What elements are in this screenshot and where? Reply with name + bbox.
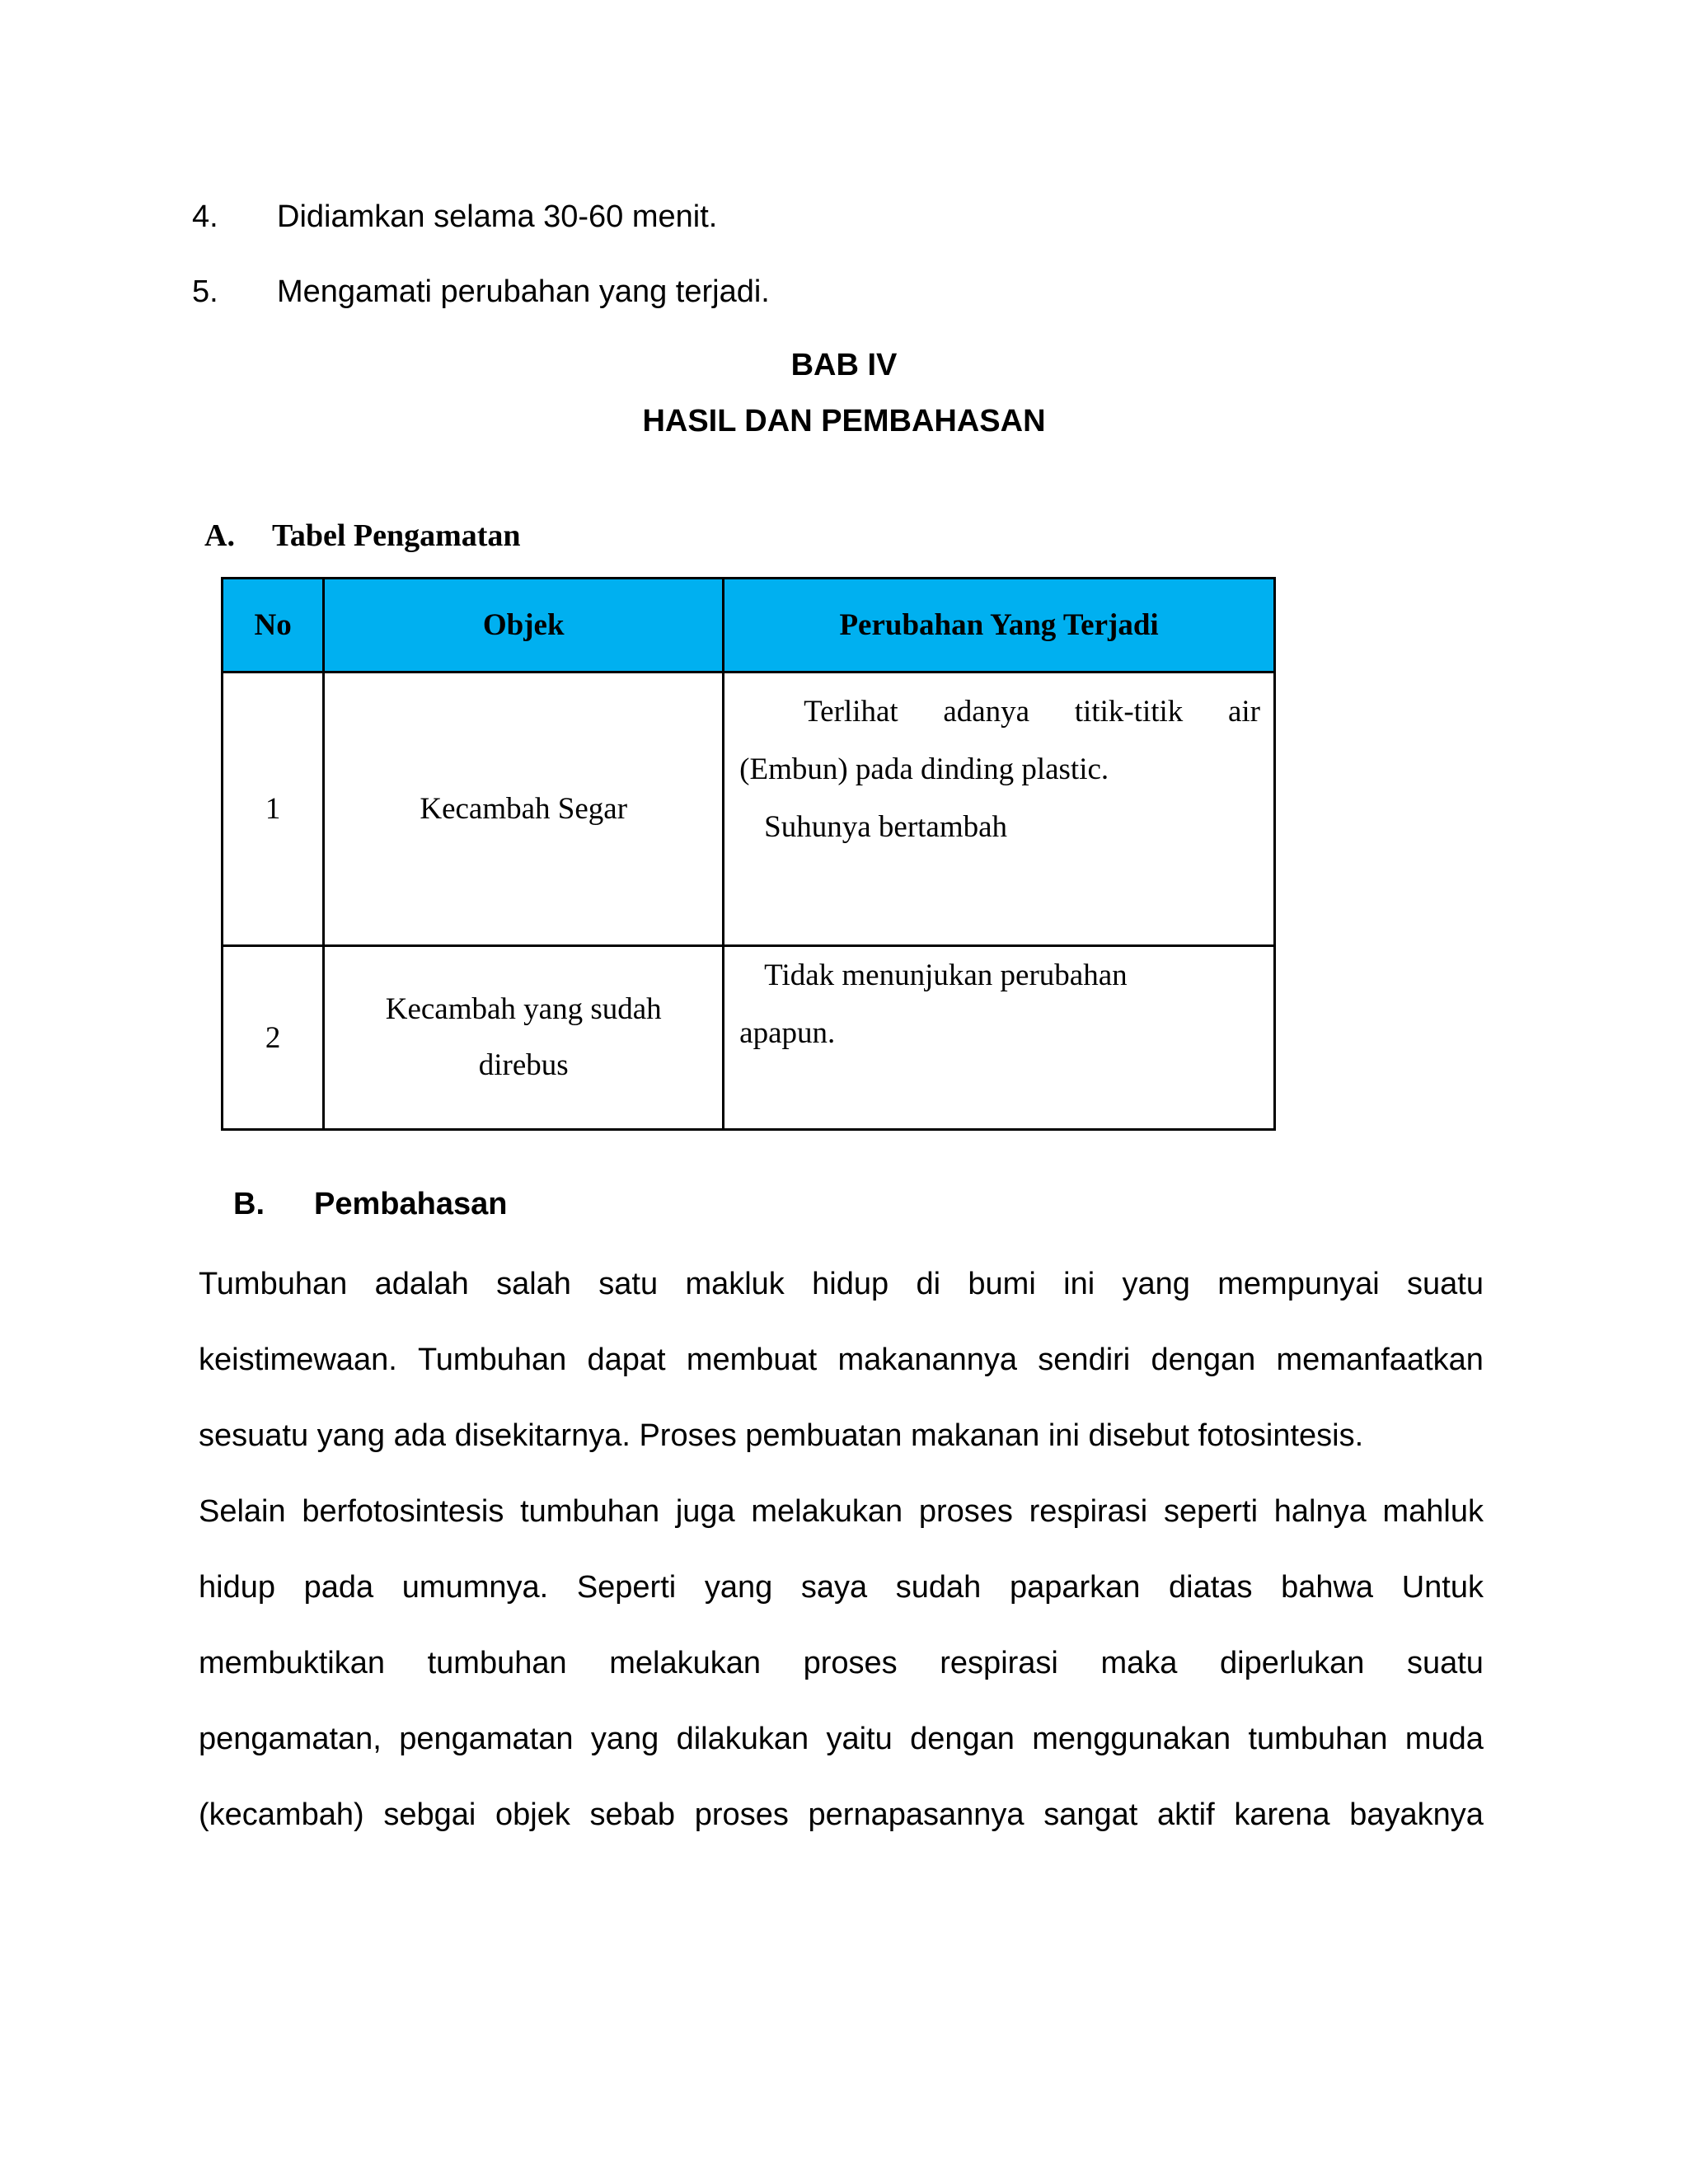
- word: bahwa: [1281, 1570, 1374, 1605]
- step-text: Mengamati perubahan yang terjadi.: [277, 274, 770, 309]
- word: Selain: [199, 1494, 286, 1529]
- word: dengan: [1151, 1343, 1256, 1377]
- word: diatas: [1169, 1570, 1253, 1605]
- word: pengamatan,: [199, 1722, 382, 1756]
- paragraph-line: [199, 1716, 1484, 1792]
- paragraph-line: sesuatu yang ada disekitarnya. Proses pembuatan makanan ini disebut fotosintesis.: [199, 1418, 1364, 1453]
- word: adanya: [943, 695, 1030, 729]
- word: (kecambah): [199, 1797, 364, 1832]
- word: proses: [918, 1494, 1013, 1529]
- header-perubahan: Perubahan Yang Terjadi: [724, 579, 1275, 673]
- word: seperti: [1163, 1494, 1259, 1529]
- word: titik-titik: [1074, 695, 1184, 729]
- section-letter: B.: [233, 1187, 265, 1221]
- word: paparkan: [1009, 1570, 1141, 1605]
- change-line: (Embun) pada dinding plastic.: [739, 752, 1109, 786]
- word: yaitu: [826, 1722, 893, 1756]
- word: melakukan: [751, 1494, 903, 1529]
- word: objek: [495, 1797, 570, 1832]
- word: sangat: [1043, 1797, 1138, 1832]
- word: adalah: [374, 1267, 469, 1301]
- word: dilakukan: [676, 1722, 809, 1756]
- change-line: Suhunya bertambah: [764, 810, 1008, 844]
- section-b-heading: [233, 1187, 507, 1222]
- chapter-title: HASIL DAN PEMBAHASAN: [642, 404, 1046, 438]
- word: Terlihat: [804, 695, 898, 729]
- header-no: No: [223, 579, 324, 673]
- section-a-heading: [204, 518, 521, 554]
- word: bayaknya: [1349, 1797, 1484, 1832]
- word: tumbuhan: [427, 1646, 567, 1680]
- step-text: Didiamkan selama 30-60 menit.: [277, 199, 718, 234]
- cell-objek: [324, 946, 724, 1130]
- change-line: [739, 683, 1260, 741]
- paragraph-line: [199, 1792, 1484, 1868]
- step-number: 4.: [192, 199, 218, 234]
- word: hidup: [812, 1267, 889, 1301]
- word: pernapasannya: [808, 1797, 1025, 1832]
- word: di: [916, 1267, 941, 1301]
- word: dapat: [587, 1343, 666, 1377]
- word: sudah: [895, 1570, 982, 1605]
- word: pengamatan: [399, 1722, 574, 1756]
- word: satu: [598, 1267, 659, 1301]
- chapter-label: BAB IV: [790, 348, 898, 382]
- word: respirasi: [1029, 1494, 1148, 1529]
- section-title: Pembahasan: [314, 1187, 508, 1221]
- word: karena: [1234, 1797, 1330, 1832]
- step-number: 5.: [192, 274, 218, 309]
- word: memanfaatkan: [1276, 1343, 1484, 1377]
- word: yang: [590, 1722, 659, 1756]
- table-row: [223, 946, 1275, 1130]
- word: maka: [1100, 1646, 1178, 1680]
- word: sebgai: [383, 1797, 476, 1832]
- objek-line: Kecambah yang sudah: [385, 992, 662, 1026]
- word: proses: [694, 1797, 789, 1832]
- observation-table: [221, 577, 1276, 1131]
- word: menggunakan: [1032, 1722, 1231, 1756]
- word: Tumbuhan: [199, 1267, 348, 1301]
- word: saya: [800, 1570, 868, 1605]
- word: salah: [496, 1267, 571, 1301]
- paragraph-line: [199, 1640, 1484, 1716]
- section-title: Tabel Pengamatan: [272, 518, 521, 553]
- word: juga: [675, 1494, 735, 1529]
- word: halnya: [1273, 1494, 1367, 1529]
- word: suatu: [1407, 1267, 1484, 1301]
- word: Untuk: [1401, 1570, 1484, 1605]
- word: air: [1227, 695, 1260, 729]
- word: suatu: [1406, 1646, 1484, 1680]
- word: dengan: [910, 1722, 1015, 1756]
- word: pada: [303, 1570, 374, 1605]
- step-item-4: [192, 197, 717, 237]
- word: respirasi: [940, 1646, 1058, 1680]
- paragraph-line: [199, 1564, 1484, 1640]
- word: berfotosintesis: [302, 1494, 504, 1529]
- word: bumi: [968, 1267, 1036, 1301]
- objek-line: direbus: [478, 1048, 569, 1082]
- word: ini: [1063, 1267, 1095, 1301]
- table-header-row: [223, 579, 1275, 673]
- change-line: Tidak menunjukan perubahan: [764, 958, 1128, 992]
- paragraph-line: [199, 1261, 1484, 1337]
- word: tumbuhan: [520, 1494, 660, 1529]
- word: umumnya.: [401, 1570, 549, 1605]
- word: proses: [803, 1646, 898, 1680]
- change-line: apapun.: [739, 1016, 836, 1050]
- cell-perubahan: [724, 946, 1275, 1130]
- word: tumbuhan: [1248, 1722, 1388, 1756]
- cell-no: 2: [223, 946, 324, 1130]
- word: Tumbuhan: [418, 1343, 567, 1377]
- word: mempunyai: [1217, 1267, 1380, 1301]
- step-item-5: [192, 272, 770, 312]
- word: yang: [1122, 1267, 1190, 1301]
- word: membuktikan: [199, 1646, 385, 1680]
- word: yang: [704, 1570, 773, 1605]
- section-letter: A.: [204, 518, 235, 553]
- cell-no: 1: [223, 673, 324, 946]
- paragraph-line: [199, 1337, 1484, 1413]
- word: hidup: [199, 1570, 275, 1605]
- word: mahluk: [1382, 1494, 1484, 1529]
- word: sebab: [589, 1797, 676, 1832]
- table-row: [223, 673, 1275, 946]
- paragraph-line: [199, 1488, 1484, 1564]
- word: sendiri: [1038, 1343, 1131, 1377]
- word: makanannya: [837, 1343, 1018, 1377]
- header-objek: Objek: [324, 579, 724, 673]
- word: membuat: [686, 1343, 818, 1377]
- word: aktif: [1156, 1797, 1215, 1832]
- cell-perubahan: [724, 673, 1275, 946]
- cell-objek: Kecambah Segar: [324, 673, 724, 946]
- word: Seperti: [576, 1570, 677, 1605]
- word: muda: [1404, 1722, 1484, 1756]
- word: diperlukan: [1220, 1646, 1365, 1680]
- word: melakukan: [609, 1646, 761, 1680]
- word: makluk: [685, 1267, 785, 1301]
- discussion-paragraph: [199, 1261, 1484, 1868]
- word: keistimewaan.: [199, 1343, 397, 1377]
